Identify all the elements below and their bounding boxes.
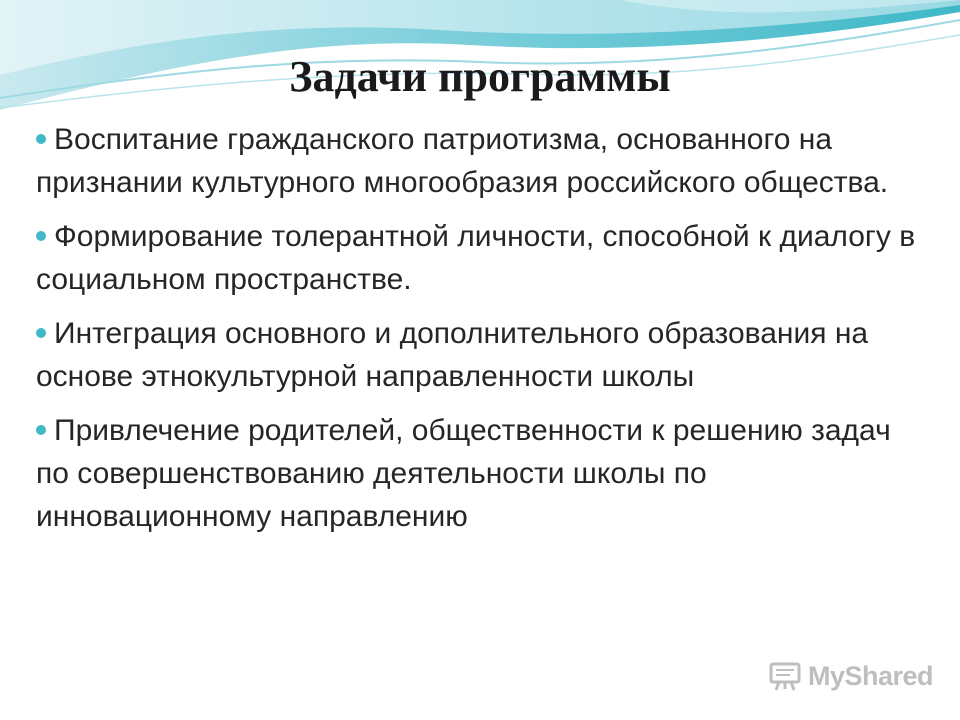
list-item-text: Интеграция основного и дополнительного образования на основе этнокультурной направленности школы [36, 317, 869, 393]
list-item-text: Формирование толерантной личности, способной к диалогу в социальном пространстве. [36, 220, 916, 296]
bullet-dot-icon [36, 231, 46, 241]
bullet-dot-icon [36, 134, 46, 144]
list-item-text: Воспитание гражданского патриотизма, основанного на признании культурного многообразия российского общества. [36, 123, 889, 199]
list-item-text: Привлечение родителей, общественности к решению задач по совершенствованию деятельности школы по инновационному направлению [36, 414, 891, 533]
bullet-list [36, 118, 926, 549]
presentation-board-icon [768, 659, 802, 693]
list-item [36, 312, 926, 398]
watermark-text: MyShared [808, 660, 934, 691]
list-item [36, 409, 926, 538]
bullet-dot-icon [36, 425, 46, 435]
watermark-logo [768, 656, 933, 696]
slide-title: Задачи программы [289, 52, 671, 101]
bullet-dot-icon [36, 328, 46, 338]
list-item [36, 215, 926, 301]
list-item [36, 118, 926, 204]
